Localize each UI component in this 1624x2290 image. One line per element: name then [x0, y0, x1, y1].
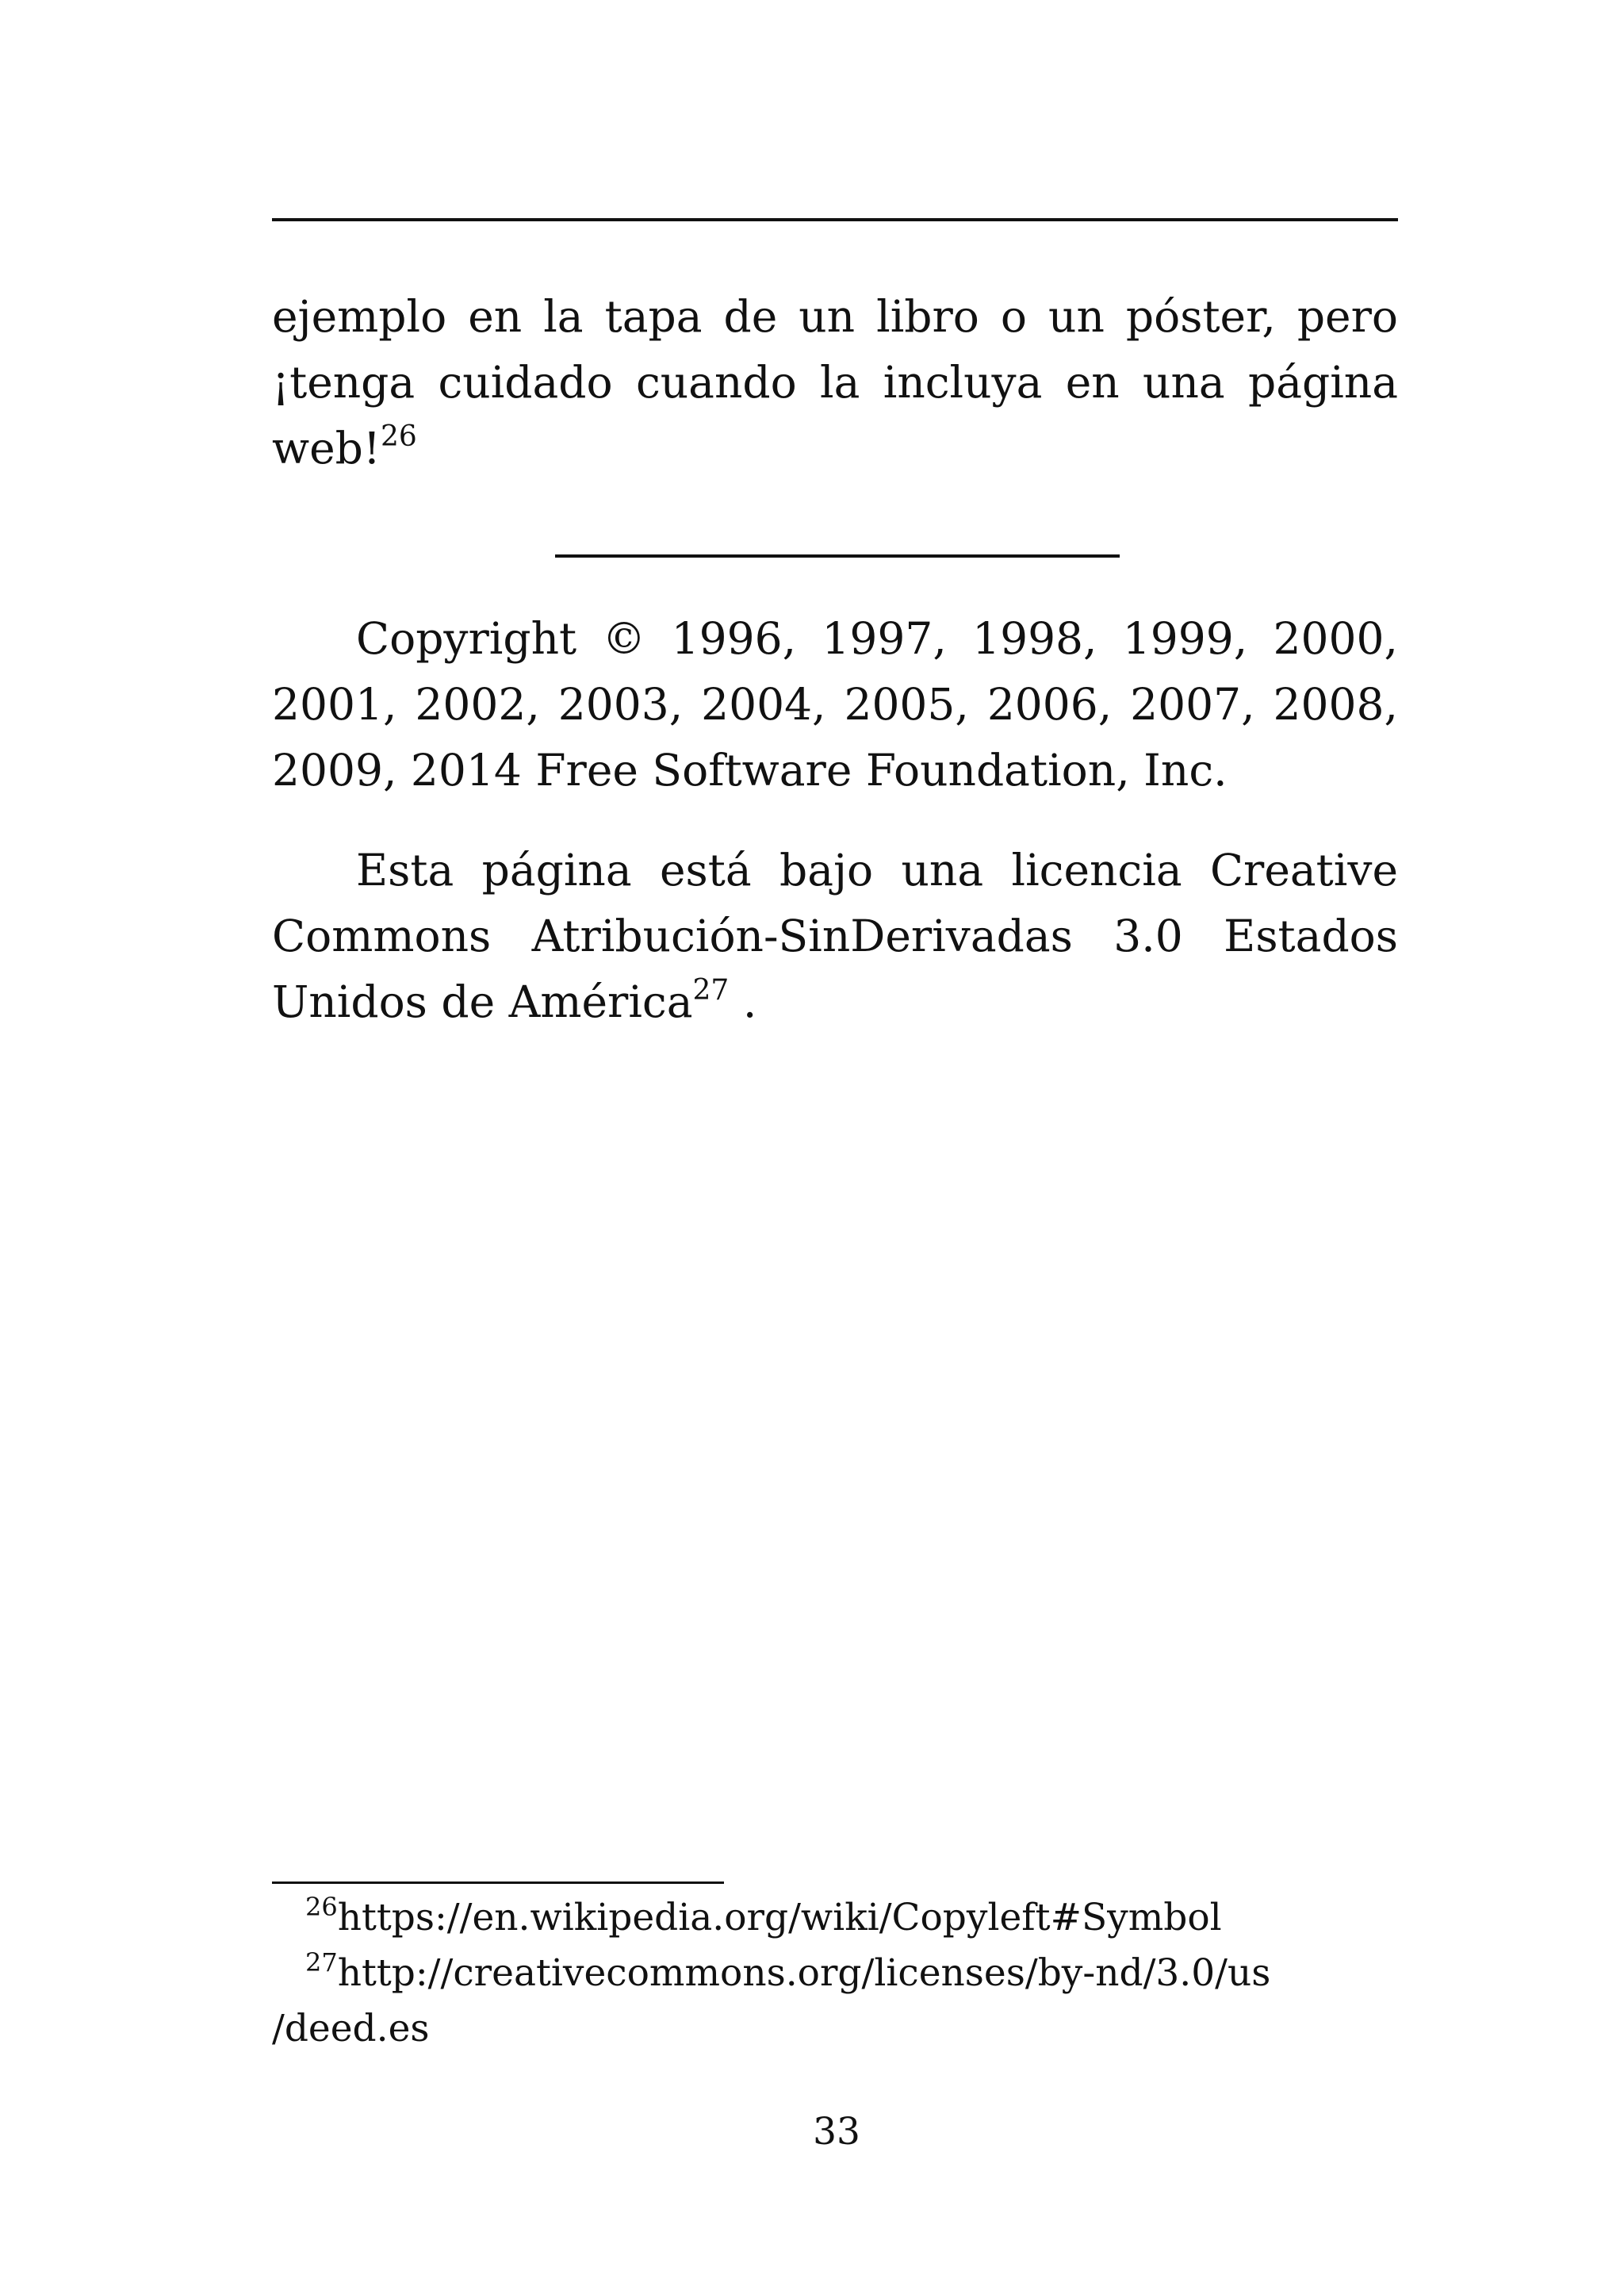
license-paragraph [272, 838, 1398, 1035]
footnotes [272, 1892, 1398, 2055]
copyright-paragraph: Copyright © 1996, 1997, 1998, 1999, 2000, 2001, 2002, 2003, 2004, 2005, 2006, 2007, 2008, 2009, 2014 Free Software Foundation, Inc. [272, 613, 1398, 796]
footnote-27-continuation [272, 2003, 1398, 2055]
footnote-number: 26 [305, 1892, 338, 1922]
footnote-url-continuation[interactable]: /deed.es [272, 2007, 430, 2050]
footnote-ref-26[interactable]: 26 [380, 420, 417, 453]
continued-paragraph-text: ejemplo en la tapa de un libro o un póster, pero ¡tenga cuidado cuando la incluya en una página web! [272, 291, 1398, 474]
section-divider [555, 554, 1120, 558]
continued-paragraph [272, 284, 1398, 481]
footnote-rule [272, 1881, 724, 1884]
footnote-27 [272, 1947, 1398, 2003]
footnote-ref-27[interactable]: 27 [692, 974, 730, 1007]
footnote-number: 27 [305, 1947, 338, 1977]
license-paragraph-trailing: . [729, 976, 757, 1027]
footnote-26 [272, 1892, 1398, 1947]
page-number: 33 [813, 2110, 860, 2154]
license-paragraph-text: Esta página está bajo una licencia Creative Commons Atribución-SinDerivadas 3.0 Estados Unidos de América [272, 845, 1398, 1027]
footnote-url[interactable]: https://en.wikipedia.org/wiki/Copyleft#Symbol [337, 1896, 1222, 1939]
footnote-url[interactable]: http://creativecommons.org/licenses/by-nd/3.0/us [337, 1951, 1271, 1995]
top-rule [272, 218, 1398, 221]
